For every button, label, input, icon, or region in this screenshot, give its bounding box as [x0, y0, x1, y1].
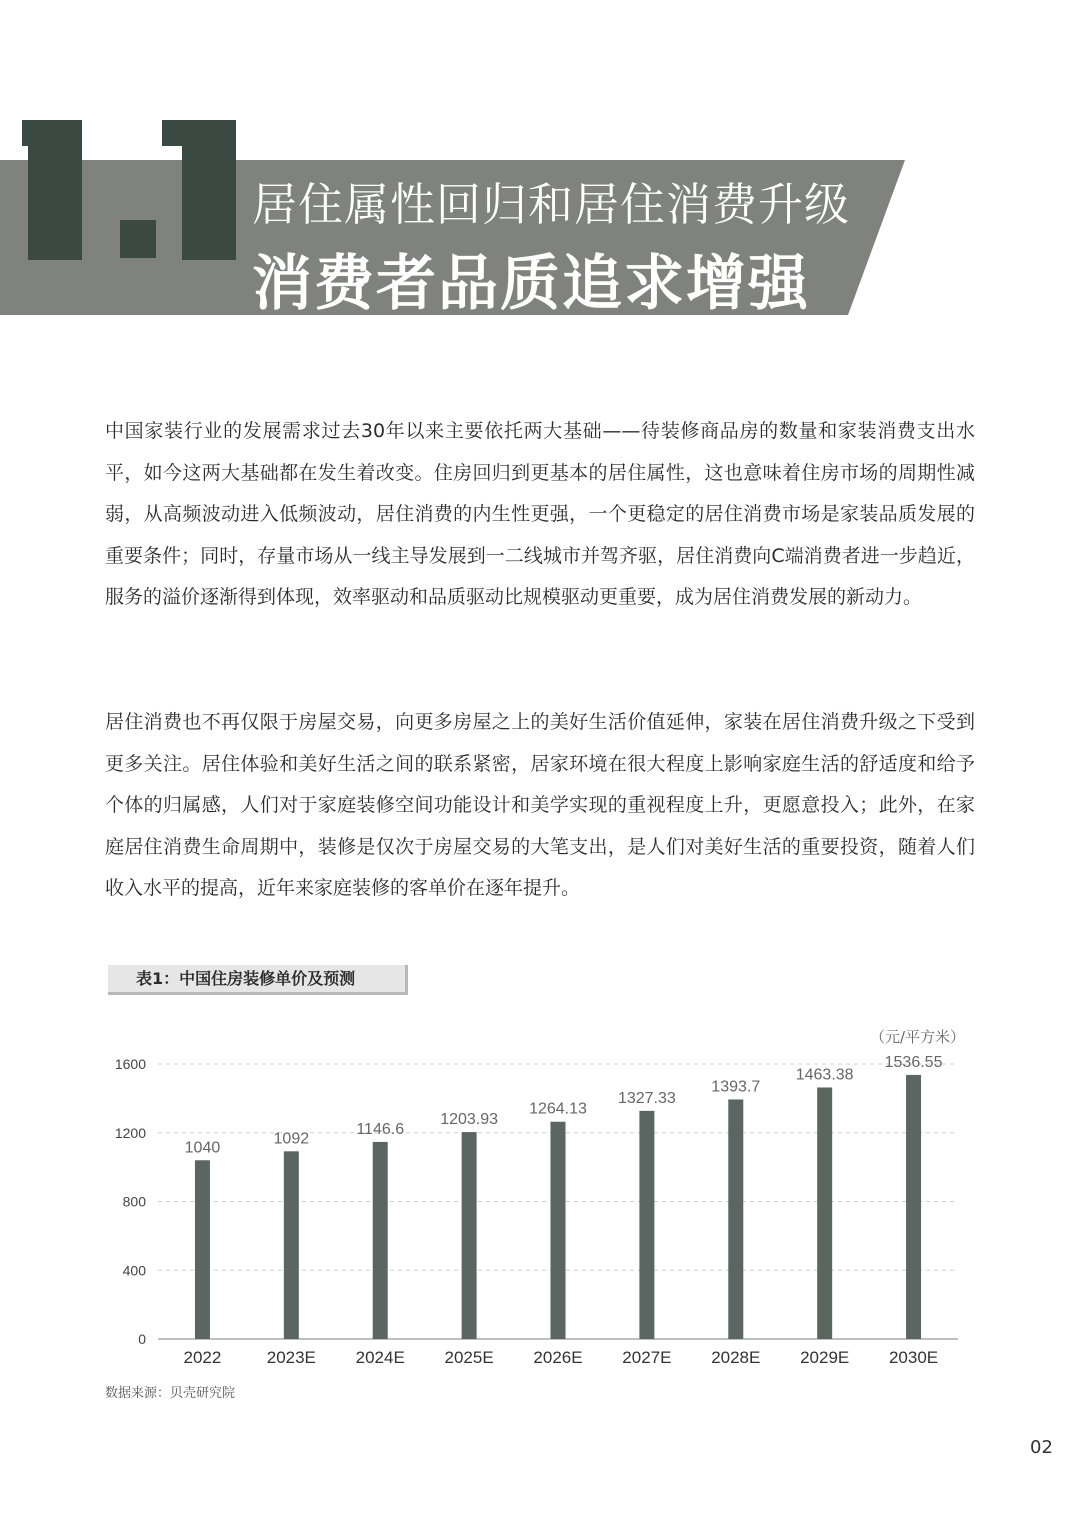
bar [551, 1122, 566, 1339]
section-title: 居住属性回归和居住消费升级 [252, 178, 851, 231]
bar [284, 1151, 299, 1339]
data-label: 1092 [273, 1130, 310, 1148]
bar [906, 1075, 921, 1339]
y-tick-label: 1200 [114, 1124, 146, 1141]
bar [195, 1160, 210, 1339]
data-label: 1327.33 [617, 1089, 676, 1107]
y-tick-label: 400 [122, 1262, 146, 1279]
bar [728, 1099, 743, 1339]
x-tick-label: 2026E [533, 1348, 583, 1367]
data-source: 数据来源：贝壳研究院 [105, 1386, 236, 1401]
data-label: 1463.38 [795, 1066, 854, 1084]
x-tick-label: 2022 [183, 1348, 222, 1367]
bar [817, 1087, 832, 1339]
x-tick-label: 2023E [266, 1348, 316, 1367]
chart-caption: 表1：中国住房装修单价及预测 [108, 965, 408, 995]
x-tick-label: 2027E [622, 1348, 672, 1367]
data-label: 1393.7 [711, 1078, 761, 1096]
x-tick-label: 2028E [711, 1348, 761, 1367]
y-tick-label: 800 [122, 1193, 146, 1210]
x-tick-label: 2030E [888, 1348, 939, 1367]
bar [639, 1111, 654, 1339]
x-tick-label: 2024E [355, 1348, 405, 1367]
data-label: 1203.93 [440, 1111, 499, 1129]
body-paragraph-2: 居住消费也不再仅限于房屋交易，向更多房屋之上的美好生活价值延伸，家装在居住消费升级之下受到更多关注。居住体验和美好生活之间的联系紧密，居家环境在很大程度上影响家庭生活的舒适度和给予个体的归属感，人们对于家庭装修空间功能设计和美学实现的重视程度上升，更愿意投入；此外，在家庭居住消费生命周期中，装修是仅次于房屋交易的大笔支出，是人们对美好生活的重要投资，随着人们收入水平的提高，近年来家庭装修的客单价在逐年提升。 [105, 711, 975, 899]
bar [373, 1142, 388, 1339]
page-number: 02 [1030, 1437, 1053, 1458]
bar [462, 1132, 477, 1339]
data-label: 1536.55 [884, 1053, 943, 1071]
data-label: 1040 [184, 1139, 221, 1157]
x-tick-label: 2029E [800, 1348, 850, 1367]
y-tick-label: 0 [138, 1331, 146, 1347]
section-subtitle: 消费者品质追求增强 [252, 249, 810, 319]
bar-chart [0, 1010, 1080, 1375]
x-tick-label: 2025E [444, 1348, 494, 1367]
data-label: 1146.6 [356, 1120, 405, 1138]
body-paragraph-1: 中国家装行业的发展需求过去30年以来主要依托两大基础——待装修商品房的数量和家装消费支出水平，如今这两大基础都在发生着改变。住房回归到更基本的居住属性，这也意味着住房市场的周期性减弱，从高频波动进入低频波动，居住消费的内生性更强，一个更稳定的居住消费市场是家装品质发展的重要条件；同时，存量市场从一线主导发展到一二线城市并驾齐驱，居住消费向C端消费者进一步趋近，服务的溢价逐渐得到体现，效率驱动和品质驱动比规模驱动更重要，成为居住消费发展的新动力。 [105, 420, 975, 608]
y-tick-label: 1600 [114, 1056, 146, 1072]
data-label: 1264.13 [529, 1100, 587, 1118]
unit-label: （元/平方米） [869, 1028, 965, 1046]
